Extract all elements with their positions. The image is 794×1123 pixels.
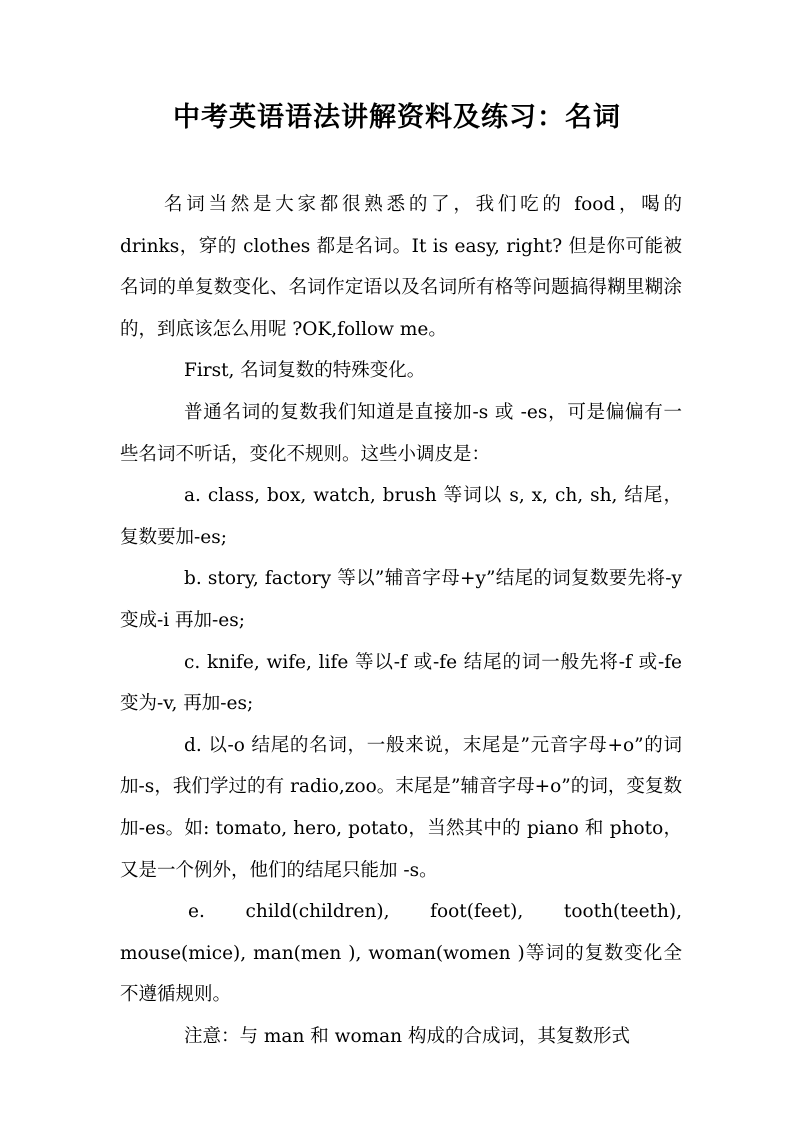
rule-b: b. story, factory 等以”辅音字母+y”结尾的词复数要先将-y 变成-i 再加-es;: [120, 568, 682, 631]
paragraph-first-heading: First, 名词复数的特殊变化。: [184, 360, 426, 382]
rule-e: e. child(children), foot(feet), tooth(teeth), mouse(mice), man(men ), woman(women )等词的复数变化全不遵循规则。: [120, 901, 682, 1006]
paragraph-intro: 名词当然是大家都很熟悉的了，我们吃的 food，喝的 drinks，穿的 clothes 都是名词。It is easy, right? 但是你可能被名词的单复数变化、名词作定语以及名词所有格等问题搞得糊里糊涂的，到底该怎么用呢 ?OK,follow me。: [120, 194, 682, 340]
document-body: [120, 184, 682, 1057]
rule-c: c. knife, wife, life 等以-f 或-fe 结尾的词一般先将-f 或-fe 变为-v, 再加-es;: [120, 651, 682, 715]
paragraph-note: 注意：与 man 和 woman 构成的合成词，其复数形式: [184, 1025, 630, 1047]
rule-a: a. class, box, watch, brush 等词以 s, x, ch, sh, 结尾，复数要加-es;: [120, 485, 682, 548]
paragraph-irregular-plurals: 普通名词的复数我们知道是直接加-s 或 -es，可是偏偏有一些名词不听话，变化不规则。这些小调皮是：: [120, 401, 682, 465]
document-title: 中考英语语法讲解资料及练习：名词: [173, 102, 621, 133]
rule-d: d. 以-o 结尾的名词，一般来说，末尾是”元音字母+o”的词加-s，我们学过的有 radio,zoo。末尾是”辅音字母+o”的词，变复数加-es。如: tomato, hero, potato，当然其中的 piano 和 photo，又是一个例外，他们的结尾只能加 -s。: [120, 734, 682, 881]
